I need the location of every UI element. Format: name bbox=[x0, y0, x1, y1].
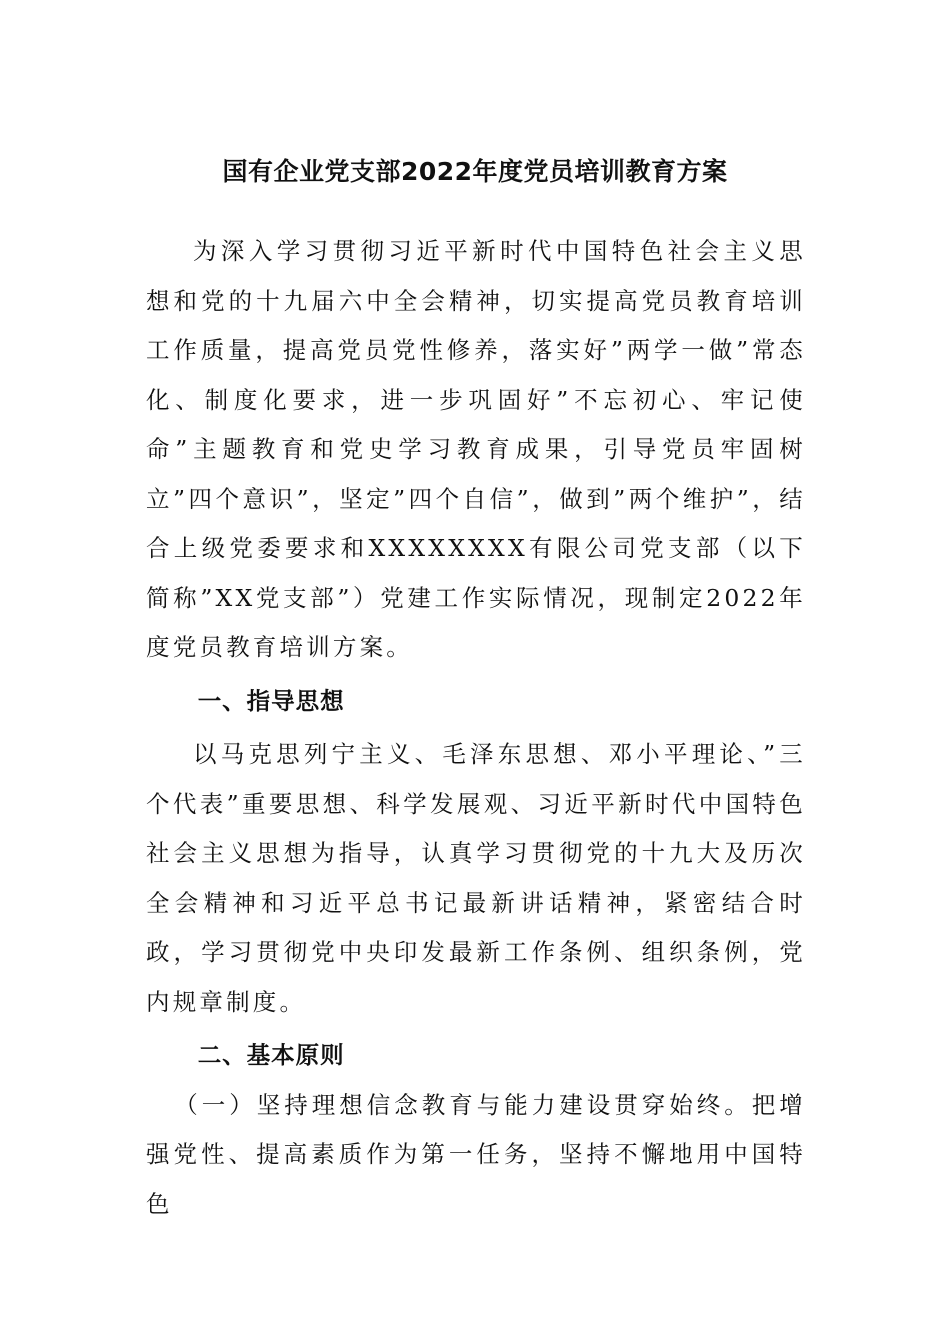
section-heading-guiding-ideology: 一、指导思想 bbox=[197, 686, 345, 715]
intro-paragraph: 为深入学习贯彻习近平新时代中国特色社会主义思想和党的十九届六中全会精神，切实提高党员教育培训工作质量，提高党员党性修养，落实好”两学一做”常态化、制度化要求，进一步巩固好”不忘初心、牢记使命”主题教育和党史学习教育成果，引导党员牢固树立”四个意识”，坚定”四个自信”，做到”两个维护”，结合上级党委要求和XXXXXXXX有限公司党支部（以下简称”XX党支部”）党建工作实际情况，现制定2022年度党员教育培训方案。 bbox=[146, 237, 806, 661]
guiding-ideology-paragraph: 以马克思列宁主义、毛泽东思想、邓小平理论、”三个代表”重要思想、科学发展观、习近平新时代中国特色社会主义思想为指导，认真学习贯彻党的十九大及历次全会精神和习近平总书记最新讲话精神，紧密结合时政，学习贯彻党中央印发最新工作条例、组织条例，党内规章制度。 bbox=[146, 740, 806, 1016]
document-body bbox=[146, 227, 806, 1229]
section-heading-basic-principles: 二、基本原则 bbox=[197, 1041, 345, 1069]
basic-principles-paragraph: （一）坚持理想信念教育与能力建设贯穿始终。把增强党性、提高素质作为第一任务，坚持不懈地用中国特色 bbox=[146, 1090, 806, 1218]
document-title: 国有企业党支部2022年度党员培训教育方案 bbox=[222, 157, 728, 186]
